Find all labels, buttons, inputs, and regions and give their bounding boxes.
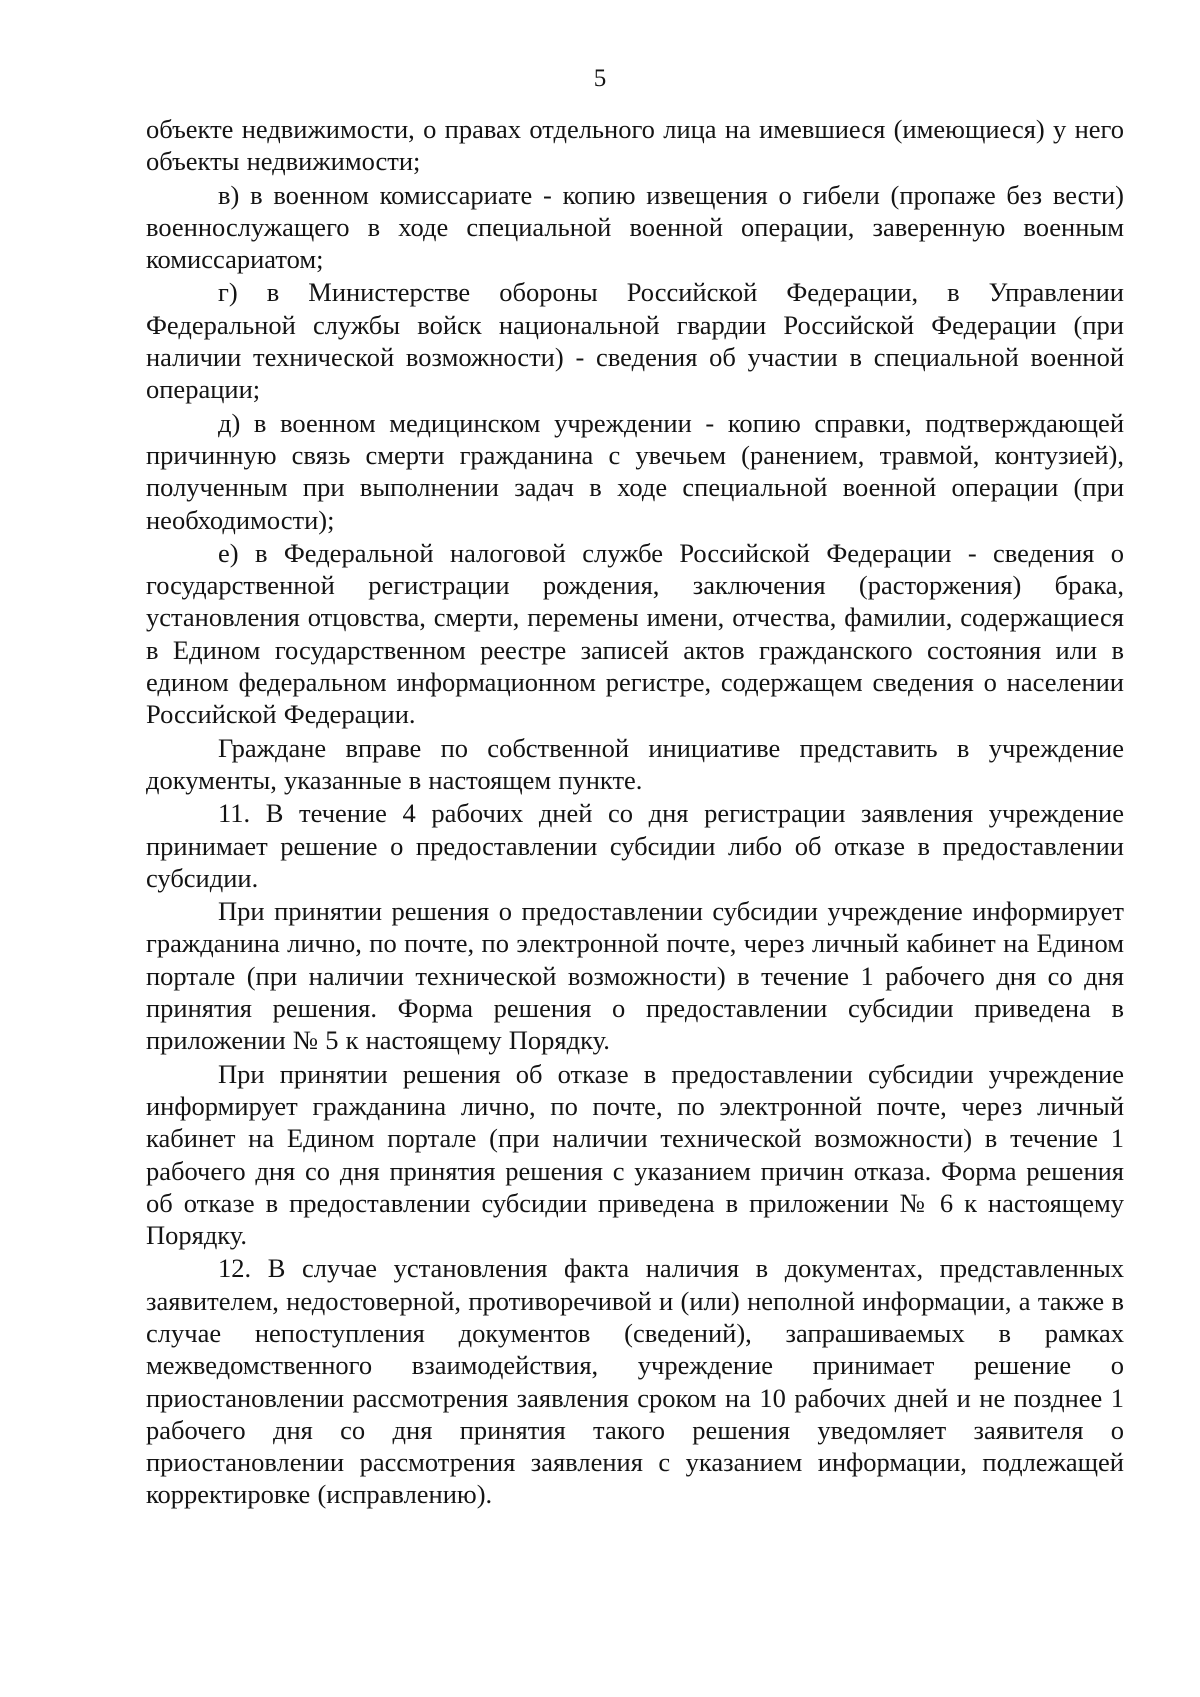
paragraph-decision-refusal: При принятии решения об отказе в предоставлении субсидии учреждение информирует гражданина лично, по почте, по электронной почте, через личный кабинет на Едином портале (при наличии технической возможности) в течение 1 рабочего дня со дня принятия решения с указанием причин отказа. Форма решения об отказе в предоставлении субсидии приведена в приложении № 6 к настоящему Порядку. <box>146 1058 1124 1251</box>
paragraph-clause-12: 12. В случае установления факта наличия в документах, представленных заявителем, недостоверной, противоречивой и (или) неполной информации, а также в случае непоступления документов (сведений), запрашиваемых в рамках межведомственного взаимодействия, учреждение принимает решение о приостановлении рассмотрения заявления сроком на 10 рабочих дней и не позднее 1 рабочего дня со дня принятия такого решения уведомляет заявителя о приостановлении рассмотрения заявления с указанием информации, подлежащей корректировке (исправлению). <box>146 1253 1124 1510</box>
paragraph-continuation: объекте недвижимости, о правах отдельного лица на имевшиеся (имеющиеся) у него объекты недвижимости; <box>146 114 1124 177</box>
paragraph-decision-grant: При принятии решения о предоставлении субсидии учреждение информирует гражданина лично, по почте, по электронной почте, через личный кабинет на Едином портале (при наличии технической возможности) в течение 1 рабочего дня со дня принятия решения. Форма решения о предоставлении субсидии приведена в приложении № 5 к настоящему Порядку. <box>146 896 1124 1056</box>
paragraph-item-e: е) в Федеральной налоговой службе Российской Федерации - сведения о государственной регистрации рождения, заключения (расторжения) брака, установления отцовства, смерти, перемены имени, отчества, фамилии, содержащиеся в Едином государственном реестре записей актов гражданского состояния или в едином федеральном информационном регистре, содержащем сведения о населении Российской Федерации. <box>146 537 1124 730</box>
paragraph-clause-11: 11. В течение 4 рабочих дней со дня регистрации заявления учреждение принимает решение о предоставлении субсидии либо об отказе в предоставлении субсидии. <box>146 798 1124 893</box>
page-number: 5 <box>593 65 607 92</box>
paragraph-item-g: г) в Министерстве обороны Российской Федерации, в Управлении Федеральной службы войск национальной гвардии Российской Федерации (при наличии технической возможности) - сведения об участии в специальной военной операции; <box>146 277 1124 405</box>
paragraph-item-v: в) в военном комиссариате - копию извещения о гибели (пропаже без вести) военнослужащего в ходе специальной военной операции, заверенную военным комиссариатом; <box>146 179 1124 275</box>
paragraph-item-d: д) в военном медицинском учреждении - копию справки, подтверждающей причинную связь смерти гражданина с увечьем (ранением, травмой, контузией), полученным при выполнении задач в ходе специальной военной операции (при необходимости); <box>146 407 1124 535</box>
document-body <box>146 113 1124 1512</box>
paragraph-citizens-right: Граждане вправе по собственной инициативе представить в учреждение документы, указанные в настоящем пункте. <box>146 732 1124 795</box>
